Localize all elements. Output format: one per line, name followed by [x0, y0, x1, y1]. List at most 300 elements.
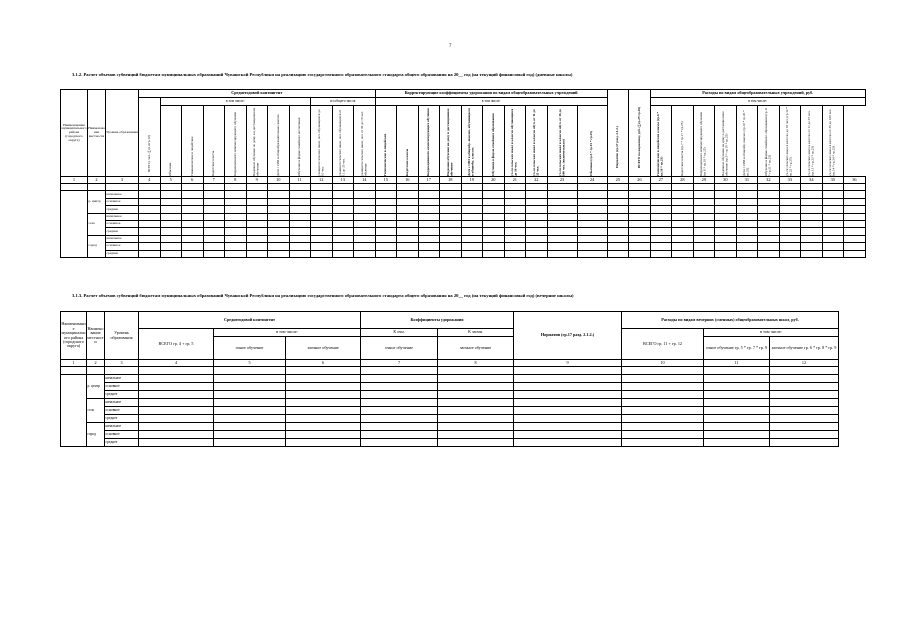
table-cell	[844, 243, 866, 250]
column-number: 3	[105, 360, 139, 367]
table-cell	[139, 191, 161, 198]
table-cell	[461, 206, 483, 213]
locality-label: город	[87, 423, 105, 447]
table-cell	[397, 184, 419, 191]
table-cell	[526, 213, 548, 220]
table-cell	[160, 250, 182, 257]
table-cell	[547, 243, 577, 250]
header-of-total: из общего числа	[311, 98, 376, 106]
column-number: 33	[779, 177, 801, 184]
column-number: 9	[514, 360, 622, 367]
table-cell	[289, 191, 311, 198]
table-cell	[160, 213, 182, 220]
table-cell	[182, 198, 204, 205]
table-cell	[672, 184, 694, 191]
table-cell	[182, 250, 204, 257]
table-cell	[514, 439, 622, 447]
table-row	[61, 407, 839, 415]
table-cell	[779, 220, 801, 227]
table-cell	[693, 250, 715, 257]
table-cell	[770, 407, 839, 415]
column-number: 8	[438, 360, 514, 367]
table-cell	[289, 206, 311, 213]
table-cell	[246, 191, 268, 198]
level-label: начальное	[105, 423, 139, 431]
table-cell	[87, 367, 105, 375]
table-cell	[504, 235, 526, 242]
table-cell	[822, 213, 844, 220]
table-cell	[758, 198, 780, 205]
column-header: Кадетские классы	[397, 106, 419, 177]
table-cell	[577, 228, 607, 235]
level-label: основное	[106, 198, 139, 205]
table-cell	[268, 228, 290, 235]
header2-norm: Норматив (гр.17 разд. 2.1.2.)	[514, 312, 622, 360]
table-cell	[779, 243, 801, 250]
header-contingent: Среднегодовой контингент	[139, 90, 376, 98]
table-row	[61, 383, 839, 391]
table-cell	[246, 243, 268, 250]
table-cell	[504, 250, 526, 257]
table-cell	[332, 220, 354, 227]
table-cell	[607, 184, 629, 191]
table-cell	[514, 415, 622, 423]
table-cell	[397, 243, 419, 250]
table-cell	[461, 243, 483, 250]
table-cell	[214, 415, 286, 423]
table-cell	[514, 391, 622, 399]
table-cell	[246, 213, 268, 220]
table-cell	[770, 431, 839, 439]
table-cell	[483, 198, 505, 205]
table-cell	[361, 407, 438, 415]
level-label: основное	[106, 243, 139, 250]
table-cell	[504, 243, 526, 250]
table-cell	[622, 367, 704, 375]
header2-total: ВСЕГО гр. 4 + гр. 5	[139, 329, 214, 360]
table-cell	[268, 206, 290, 213]
table-cell	[704, 431, 770, 439]
table-cell	[203, 220, 225, 227]
column-number: 5	[160, 177, 182, 184]
table-cell	[361, 391, 438, 399]
table-cell	[397, 213, 419, 220]
table-cell	[758, 235, 780, 242]
table-cell	[547, 184, 577, 191]
header-including: в том числе:	[160, 98, 311, 106]
table-cell	[397, 206, 419, 213]
table-cell	[246, 250, 268, 257]
table-row	[61, 206, 866, 213]
table-cell	[461, 213, 483, 220]
level-label: начальное	[106, 191, 139, 198]
table-cell	[693, 206, 715, 213]
column-number: 25	[607, 177, 629, 184]
column-number: 6	[286, 360, 361, 367]
table-cell	[715, 191, 737, 198]
table-cell	[246, 228, 268, 235]
table-cell	[770, 423, 839, 431]
table-cell	[286, 407, 361, 415]
level-label: среднее	[106, 228, 139, 235]
table-cell	[332, 198, 354, 205]
table-row	[61, 228, 866, 235]
table-cell	[203, 184, 225, 191]
table-cell	[607, 243, 629, 250]
column-header: уч-ся сельских школ в классах обуч. от 11 до 35 чел.	[526, 106, 548, 177]
table-cell	[704, 415, 770, 423]
table-cell	[286, 391, 361, 399]
column-header: Гимназические и лицейские	[182, 106, 204, 177]
table-cell	[715, 228, 737, 235]
table-cell	[139, 250, 161, 257]
column-number: 32	[758, 177, 780, 184]
table-cell	[779, 228, 801, 235]
table-cell	[483, 206, 505, 213]
table-cell	[268, 235, 290, 242]
table-cell	[547, 228, 577, 235]
table-cell	[311, 220, 333, 227]
header-total-contingent: ВСЕГО, чел. (∑гр.4:гр.10)	[139, 98, 161, 177]
table-cell	[629, 213, 651, 220]
table-cell	[607, 220, 629, 227]
table-cell	[672, 198, 694, 205]
table-cell	[461, 220, 483, 227]
table-cell	[801, 191, 823, 198]
table-cell	[246, 198, 268, 205]
table-cell	[375, 235, 397, 242]
table-cell	[203, 228, 225, 235]
column-number: 18	[440, 177, 462, 184]
table-cell	[650, 206, 672, 213]
table-cell	[214, 407, 286, 415]
column-number: 9	[246, 177, 268, 184]
table-cell	[332, 228, 354, 235]
header2-k-zaoch: К заочн.	[438, 329, 514, 337]
table-cell	[375, 213, 397, 220]
table-cell	[622, 399, 704, 407]
table-cell	[622, 383, 704, 391]
table-cell	[526, 184, 548, 191]
table-cell	[822, 191, 844, 198]
level-label: основное	[105, 383, 139, 391]
table-cell	[311, 235, 333, 242]
table-cell	[672, 206, 694, 213]
table-cell	[758, 243, 780, 250]
table-cell	[246, 235, 268, 242]
table-cell	[577, 206, 607, 213]
table-cell	[514, 423, 622, 431]
table-cell	[182, 235, 204, 242]
table-row	[61, 250, 866, 257]
table-cell	[375, 206, 397, 213]
table-cell	[375, 198, 397, 205]
table-cell	[650, 235, 672, 242]
table-cell	[736, 220, 758, 227]
table-cell	[779, 206, 801, 213]
table-cell	[286, 367, 361, 375]
table-cell	[286, 423, 361, 431]
table-cell	[715, 243, 737, 250]
table-cell	[483, 191, 505, 198]
table-cell	[289, 213, 311, 220]
table-cell	[268, 250, 290, 257]
table-cell	[801, 235, 823, 242]
table-cell	[438, 423, 514, 431]
table-cell	[779, 235, 801, 242]
table-cell	[514, 383, 622, 391]
column-number: 34	[801, 177, 823, 184]
table-cell	[801, 206, 823, 213]
locality-label: р. центр	[88, 191, 106, 213]
table-cell	[693, 228, 715, 235]
table-cell	[844, 191, 866, 198]
column-header: Обычные	[160, 106, 182, 177]
column-header: Коррекционного компенсирующего обучения (гр.8 * гр.18 * гр.25)	[693, 106, 715, 177]
table-cell	[225, 250, 247, 257]
table-cell	[440, 206, 462, 213]
table-cell	[354, 206, 376, 213]
column-number: 10	[622, 360, 704, 367]
table-cell	[704, 391, 770, 399]
table-cell	[844, 206, 866, 213]
column-number: 14	[354, 177, 376, 184]
table-cell	[214, 391, 286, 399]
table-cell	[704, 399, 770, 407]
column-header: уч-ся сельских школ в классах обучающиеся до 10 чел.	[504, 106, 526, 177]
section1-title: 3.1.2. Расчет объемов субвенций бюджетам муниципальных образований Чувашской Республики на реализацию государственного образовательного стандарта общего образования на 20__ год (на текущий финансовый год) (дневные школы)	[72, 72, 573, 77]
table-cell	[139, 375, 214, 383]
table-cell	[483, 243, 505, 250]
table-cell	[758, 228, 780, 235]
table-cell	[844, 250, 866, 257]
header2-including: в том числе:	[214, 329, 361, 337]
table-cell	[715, 250, 737, 257]
locality-label: город	[88, 235, 106, 257]
column-header: Дети с ОВЗ в общеобразовательных школах	[268, 106, 290, 177]
header2-part-time: заочное обучение	[286, 337, 361, 360]
column-header: Коррекционного компенсирующего обучения	[225, 106, 247, 177]
table-cell	[438, 383, 514, 391]
table-cell	[693, 235, 715, 242]
table-cell	[629, 220, 651, 227]
table-row	[61, 243, 866, 250]
column-number: 23	[547, 177, 577, 184]
table-cell	[483, 220, 505, 227]
table-cell	[715, 235, 737, 242]
column-header: Гимназические и лицейские	[375, 106, 397, 177]
table-cell	[289, 220, 311, 227]
table-cell	[514, 367, 622, 375]
header2-coef-full-time: очное обучение	[361, 337, 438, 360]
table-cell	[715, 213, 737, 220]
header-exp-including: в том числе:	[650, 98, 865, 106]
table-cell	[440, 220, 462, 227]
table-cell	[246, 184, 268, 191]
table-cell	[607, 206, 629, 213]
column-header: учащиеся сельских школ, чел. обучающиеся до 10 чел.	[311, 106, 333, 177]
table-cell	[504, 220, 526, 227]
column-number: 2	[87, 360, 105, 367]
table-cell	[438, 431, 514, 439]
header2-exp-including: в том числе:	[704, 329, 839, 337]
column-number: 24	[577, 177, 607, 184]
table-cell	[214, 399, 286, 407]
table-cell	[736, 243, 758, 250]
table-cell	[139, 415, 214, 423]
table-cell	[438, 415, 514, 423]
table-cell	[182, 243, 204, 250]
table-cell	[311, 206, 333, 213]
table-cell	[693, 243, 715, 250]
table-cell	[629, 198, 651, 205]
table-cell	[438, 439, 514, 447]
table-cell	[844, 235, 866, 242]
column-number: 15	[375, 177, 397, 184]
table-cell	[736, 235, 758, 242]
table-cell	[547, 235, 577, 242]
table-cell	[650, 198, 672, 205]
table-cell	[715, 220, 737, 227]
table-cell	[214, 375, 286, 383]
table-cell	[526, 191, 548, 198]
table-cell	[629, 243, 651, 250]
table-cell	[622, 415, 704, 423]
column-header: Обычные (гр.5 * гр.15 * гр.25)	[577, 106, 607, 177]
column-header: Надомное обучение на дому и дистанционное обучение (гр.9 * гр.19 * гр.25)	[715, 106, 737, 177]
table-cell	[311, 243, 333, 250]
table-cell	[801, 213, 823, 220]
header2-level: Уровень образования	[105, 312, 139, 360]
table-cell	[361, 367, 438, 375]
table-cell	[514, 431, 622, 439]
table-cell	[139, 391, 214, 399]
column-number: 7	[203, 177, 225, 184]
table-cell	[225, 191, 247, 198]
table-cell	[214, 423, 286, 431]
table-cell	[736, 228, 758, 235]
table-cell	[375, 220, 397, 227]
table-cell	[770, 391, 839, 399]
table-cell	[693, 184, 715, 191]
table-cell	[332, 243, 354, 250]
table-cell	[354, 220, 376, 227]
table-cell	[214, 383, 286, 391]
table-cell	[311, 184, 333, 191]
table-cell	[375, 184, 397, 191]
table-cell	[650, 243, 672, 250]
table-cell	[758, 250, 780, 257]
table-cell	[607, 250, 629, 257]
table-cell	[483, 184, 505, 191]
column-header: уч-ся сельских школ в классах обуч. от 36 до 100 чел. (включительно)	[547, 106, 577, 177]
table-cell	[286, 431, 361, 439]
table-cell	[504, 206, 526, 213]
table-cell	[311, 250, 333, 257]
table-cell	[514, 375, 622, 383]
level-label: основное	[105, 431, 139, 439]
table-cell	[289, 198, 311, 205]
table-cell	[770, 367, 839, 375]
table-cell	[440, 184, 462, 191]
table-cell	[440, 228, 462, 235]
table-row	[61, 220, 866, 227]
column-number: 4	[139, 360, 214, 367]
table-cell	[622, 431, 704, 439]
table-cell	[704, 439, 770, 447]
table-cell	[693, 213, 715, 220]
table-cell	[139, 235, 161, 242]
table-cell	[672, 228, 694, 235]
column-number: 36	[844, 177, 866, 184]
table-cell	[139, 399, 214, 407]
table-cell	[182, 191, 204, 198]
table-cell	[736, 213, 758, 220]
table-cell	[440, 191, 462, 198]
table-cell	[526, 198, 548, 205]
table-cell	[504, 184, 526, 191]
table-cell	[397, 228, 419, 235]
table-cell	[311, 228, 333, 235]
table-cell	[139, 423, 214, 431]
table-cell	[672, 220, 694, 227]
table-cell	[397, 235, 419, 242]
table-cell	[332, 235, 354, 242]
table-cell	[268, 198, 290, 205]
table-cell	[440, 235, 462, 242]
table-cell	[547, 250, 577, 257]
table-cell	[483, 228, 505, 235]
table-row	[61, 439, 839, 447]
table-cell	[354, 250, 376, 257]
header-coef-including: в том числе:	[375, 98, 607, 106]
table-cell	[622, 375, 704, 383]
table-cell	[577, 213, 607, 220]
table-cell	[418, 220, 440, 227]
table-cell	[268, 191, 290, 198]
table-cell	[758, 191, 780, 198]
column-number: 26	[629, 177, 651, 184]
table-cell	[225, 198, 247, 205]
table-row	[61, 191, 866, 198]
column-number: 28	[672, 177, 694, 184]
column-number: 13	[332, 177, 354, 184]
table-cell	[650, 184, 672, 191]
table-cell	[214, 367, 286, 375]
table-cell	[88, 184, 106, 191]
table-cell	[61, 367, 87, 375]
table-cell	[268, 184, 290, 191]
table-cell	[779, 184, 801, 191]
table-cell	[139, 184, 161, 191]
table-cell	[225, 184, 247, 191]
table-cell	[375, 250, 397, 257]
table-cell	[268, 243, 290, 250]
table-cell	[693, 191, 715, 198]
table-cell	[629, 235, 651, 242]
table-cell	[289, 235, 311, 242]
table-cell	[758, 213, 780, 220]
table-row	[61, 213, 866, 220]
evening-schools-table	[60, 311, 839, 447]
column-header: Обучение в форме семейного воспитания	[289, 106, 311, 177]
table-cell	[203, 191, 225, 198]
table-row	[61, 235, 866, 242]
level-label: начальное	[106, 235, 139, 242]
table-cell	[577, 220, 607, 227]
table-cell	[607, 191, 629, 198]
level-label: начальное	[106, 213, 139, 220]
